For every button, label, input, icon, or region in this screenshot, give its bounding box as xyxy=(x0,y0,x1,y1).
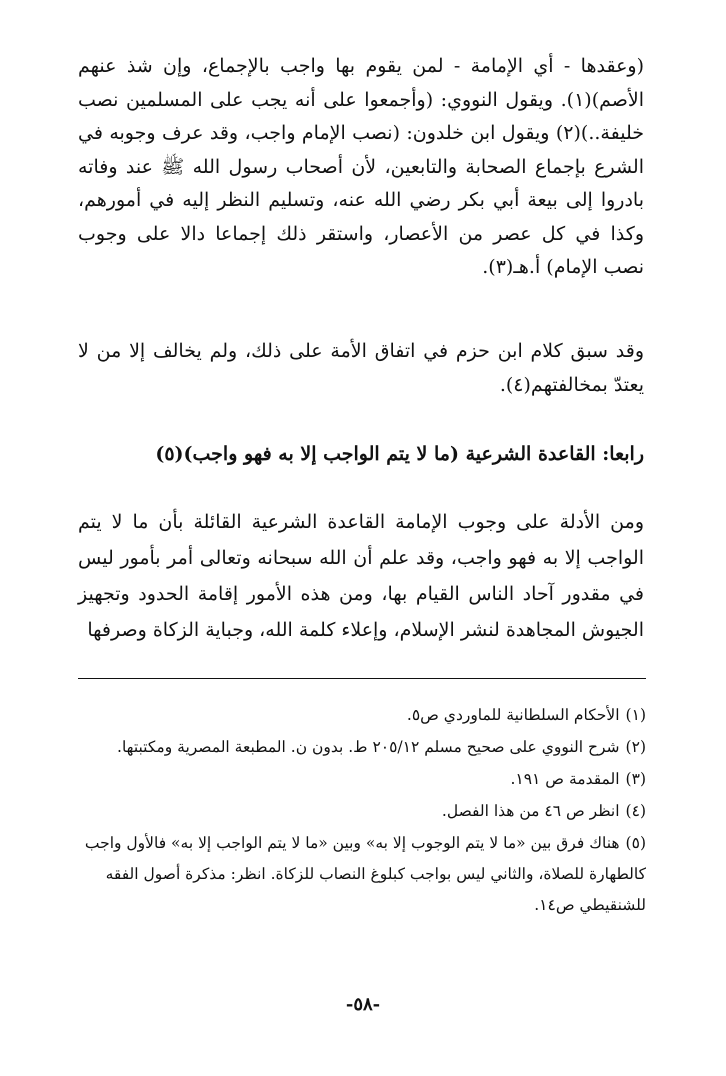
footnote-3 xyxy=(70,764,646,795)
footnote-number: (٢) xyxy=(625,738,646,756)
footnote-text: المقدمة ص ١٩١. xyxy=(510,770,620,788)
section-heading: رابعا: القاعدة الشرعية (ما لا يتم الواجب إلا به فهو واجب)(٥) xyxy=(155,443,644,465)
footnote-number: (٥) xyxy=(625,834,646,852)
footnote-separator xyxy=(78,678,646,679)
page-number: -٥٨- xyxy=(345,994,381,1015)
footnote-number: (٤) xyxy=(625,802,646,820)
footnote-2 xyxy=(70,732,646,763)
footnote-5 xyxy=(70,828,646,921)
footnotes xyxy=(70,700,646,922)
footnote-text: الأحكام السلطانية للماوردي ص٥. xyxy=(406,706,620,724)
footnote-number: (١) xyxy=(625,706,646,724)
body-paragraph-2: وقد سبق كلام ابن حزم في اتفاق الأمة على ذلك، ولم يخالف إلا من لا يعتدّ بمخالفتهم(٤). xyxy=(78,340,644,396)
footnote-4 xyxy=(70,796,646,827)
footnote-text: هناك فرق بين «ما لا يتم الوجوب إلا به» وبين «ما لا يتم الواجب إلا به» فالأول واجب كالطهارة للصلاة، والثاني ليس بواجب كبلوغ النصاب للزكاة. انظر: مذكرة أصول الفقه للشنقيطي ص١٤. xyxy=(84,834,646,914)
footnote-number: (٣) xyxy=(625,770,646,788)
footnote-1 xyxy=(70,700,646,731)
footnote-text: انظر ص ٤٦ من هذا الفصل. xyxy=(441,802,620,820)
footnote-text: شرح النووي على صحيح مسلم ٢٠٥/١٢ ط. بدون ن. المطبعة المصرية ومكتبتها. xyxy=(117,738,620,756)
body-paragraph-3: ومن الأدلة على وجوب الإمامة القاعدة الشرعية القائلة بأن ما لا يتم الواجب إلا به فهو واجب، وقد علم أن الله سبحانه وتعالى أمر بأمور ليس في مقدور آحاد الناس القيام بها، ومن هذه الأمور إقامة الحدود وتجهيز الجيوش المجاهدة لنشر الإسلام، وإعلاء كلمة الله، وجباية الزكاة وصرفها xyxy=(78,511,644,641)
body-paragraph-1: (وعقدها - أي الإمامة - لمن يقوم بها واجب بالإجماع، وإن شذ عنهم الأصم)(١). ويقول النووي: (وأجمعوا على أنه يجب على المسلمين نصب خليفة..)(٢) ويقول ابن خلدون: (نصب الإمام واجب، وقد عرف وجوبه في الشرع بإجماع الصحابة والتابعين، لأن أصحاب رسول الله ﷺ عند وفاته بادروا إلى بيعة أبي بكر رضي الله عنه، وتسليم النظر إليه في أمورهم، وكذا في كل عصر من الأعصار، واستقر ذلك إجماعا دالا على وجوب نصب الإمام) أ.هـ(٣). xyxy=(78,55,644,278)
